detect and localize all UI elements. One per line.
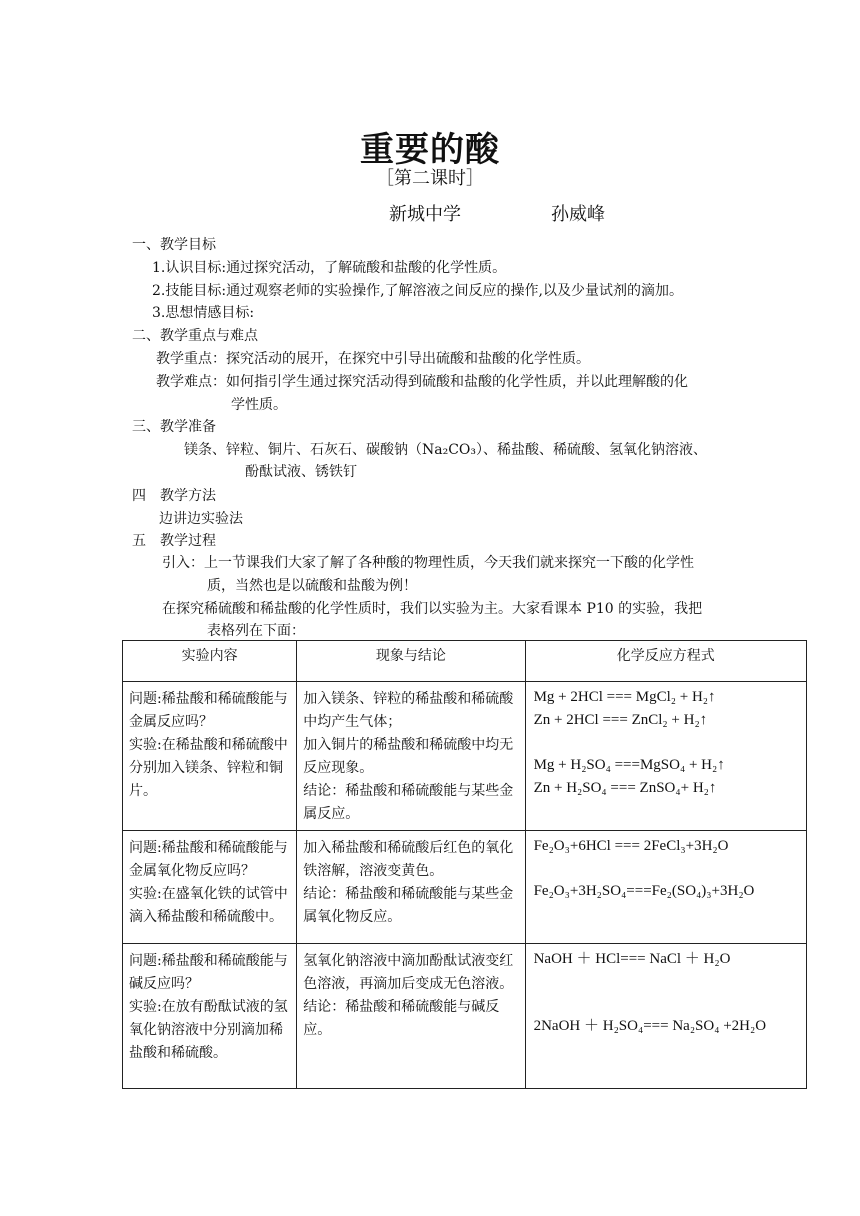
table-row: [123, 682, 807, 831]
experiment-content-cell: [123, 944, 297, 1089]
equation: Fe₂O₃+3H₂SO₄===Fe₂(SO₄)₃+3H₂O: [533, 883, 755, 899]
equation-cell: [525, 682, 806, 831]
equation: Mg + 2HCl === MgCl₂ + H₂↑: [533, 689, 716, 705]
result-cell: [297, 682, 525, 831]
intro-text-cont: 质，当然也是以硫酸和盐酸为例！: [207, 578, 417, 594]
prep-heading: 三、教学准备: [132, 419, 216, 435]
prep-materials-cont: 酚酞试液、锈铁钉: [245, 464, 357, 480]
cell-text: 氢氧化钠溶液中滴加酚酞试液变红色溶液，再滴加后变成无色溶液。 结论：稀盐酸和稀硫酸能与碱反应。: [303, 953, 514, 1038]
process-heading: 五 教学过程: [132, 533, 216, 549]
equation: Mg + H₂SO₄ ===MgSO₄ + H₂↑: [533, 757, 725, 773]
page-title: 重要的酸: [360, 130, 500, 170]
key-point: 教学重点：探究活动的展开，在探究中引导出硫酸和盐酸的化学性质。: [156, 351, 590, 367]
goal-item: 1.认识目标:通过探究活动，了解硫酸和盐酸的化学性质。: [152, 260, 507, 276]
explore-text-cont: 表格列在下面：: [207, 623, 305, 639]
column-header: 实验内容: [123, 641, 297, 682]
result-cell: [297, 944, 525, 1089]
experiment-content-cell: [123, 831, 297, 944]
table-header-row: [123, 641, 807, 682]
equation: 2NaOH ＋ H₂SO₄=== Na₂SO₄ +2H₂O: [533, 1018, 767, 1034]
cell-text: 加入稀盐酸和稀硫酸后红色的氧化铁溶解，溶液变黄色。 结论：稀盐酸和稀硫酸能与某些金属氧化物反应。: [303, 840, 514, 925]
prep-materials: 镁条、锌粒、铜片、石灰石、碳酸钠（Na₂CO₃）、稀盐酸、稀硫酸、氢氧化钠溶液、: [184, 442, 708, 458]
method-text: 边讲边实验法: [159, 511, 243, 527]
result-cell: [297, 831, 525, 944]
table-row: [123, 831, 807, 944]
goal-item: 3.思想情感目标:: [152, 305, 255, 321]
method-heading: 四 教学方法: [132, 488, 216, 504]
difficulty-text: 教学难点：如何指引学生通过探究活动得到硫酸和盐酸的化学性质，并以此理解酸的化: [156, 374, 688, 390]
experiment-content-cell: [123, 682, 297, 831]
cell-text: 问题:稀盐酸和稀硫酸能与碱反应吗？ 实验:在放有酚酞试液的氢氧化钠溶液中分别滴加稀盐酸和稀硫酸。: [129, 953, 288, 1061]
key-heading: 二、教学重点与难点: [132, 328, 258, 344]
equation: Fe₂O₃+6HCl === 2FeCl₃+3H₂O: [533, 838, 729, 854]
equation-cell: [525, 944, 806, 1089]
author-name: 孙威峰: [551, 204, 605, 225]
cell-text: 问题:稀盐酸和稀硫酸能与金属氧化物反应吗？ 实验:在盛氧化铁的试管中滴入稀盐酸和稀硫酸中。: [129, 840, 288, 925]
equation: Zn + H₂SO₄ === ZnSO₄+ H₂↑: [533, 780, 717, 796]
equation-cell: [525, 831, 806, 944]
difficulty-text-cont: 学性质。: [231, 397, 287, 413]
explore-text: 在探究稀硫酸和稀盐酸的化学性质时，我们以实验为主。大家看课本 P10 的实验，我把: [162, 601, 703, 617]
table-row: [123, 944, 807, 1089]
lesson-subtitle: ［第二课时］: [376, 168, 484, 189]
cell-text: 加入镁条、锌粒的稀盐酸和稀硫酸中均产生气体； 加入铜片的稀盐酸和稀硫酸中均无反应现象。 结论：稀盐酸和稀硫酸能与某些金属反应。: [303, 691, 514, 822]
equation: NaOH ＋ HCl=== NaCl ＋ H₂O: [533, 951, 731, 967]
goals-heading: 一、教学目标: [132, 237, 216, 253]
intro-text: 引入：上一节课我们大家了解了各种酸的物理性质，今天我们就来探究一下酸的化学性: [162, 555, 694, 571]
column-header: 现象与结论: [297, 641, 525, 682]
column-header: 化学反应方程式: [525, 641, 806, 682]
equation: Zn + 2HCl === ZnCl₂ + H₂↑: [533, 712, 708, 728]
goal-item: 2.技能目标:通过观察老师的实验操作,了解溶液之间反应的操作,以及少量试剂的滴加。: [152, 283, 683, 299]
experiment-table: [122, 640, 807, 1089]
cell-text: 问题:稀盐酸和稀硫酸能与金属反应吗？ 实验:在稀盐酸和稀硫酸中分别加入镁条、锌粒和铜片。: [129, 691, 288, 799]
school-name: 新城中学: [389, 204, 461, 225]
